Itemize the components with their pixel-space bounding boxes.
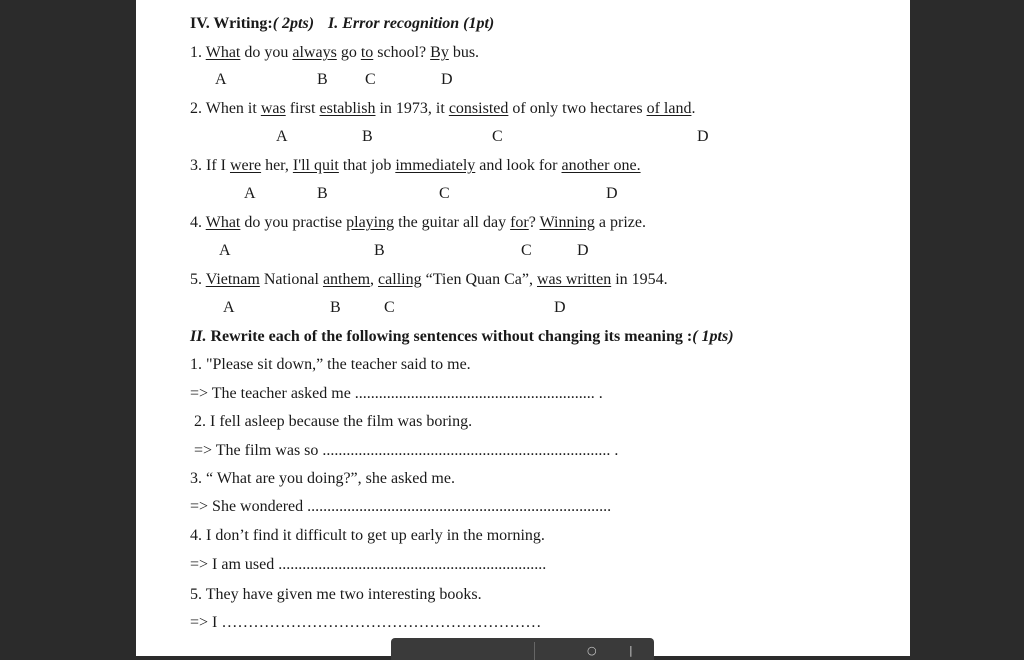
writing-heading: [190, 14, 494, 34]
underlined-option: was: [260, 100, 286, 117]
underlined-option: was written: [536, 271, 612, 288]
choice-c: C: [365, 71, 376, 88]
underlined-option: to: [360, 44, 374, 61]
rewrite-sentence-2: 2. I fell asleep because the film was boring.: [194, 413, 473, 430]
sentence-text: ?: [528, 214, 540, 231]
rewrite-sentence-3: 3. “ What are you doing?”, she asked me.: [190, 470, 455, 487]
rewrite-instruction: Rewrite each of the following sentences without changing its meaning :: [206, 328, 693, 345]
writing-points: ( 2pts): [272, 15, 315, 32]
choice-b: B: [330, 299, 341, 316]
sentence-text: do you practise: [240, 214, 347, 231]
toolbar-separator: [534, 642, 535, 660]
rewrite-points: ( 1pts): [692, 328, 734, 345]
underlined-option: I'll quit: [292, 157, 339, 174]
underlined-option: immediately: [395, 157, 476, 174]
item-number: 1.: [190, 44, 202, 61]
choice-d: D: [577, 242, 589, 259]
sentence-text: her,: [261, 157, 293, 174]
item-sentence: [206, 157, 641, 174]
choice-c: C: [439, 185, 450, 202]
item-number: 3.: [190, 157, 202, 174]
choice-letters-4: [136, 242, 910, 262]
more-icon[interactable]: |: [629, 644, 633, 657]
rewrite-answer-5: => I ……………………………………………………: [190, 614, 542, 631]
choice-a: A: [276, 128, 288, 145]
choice-c: C: [521, 242, 532, 259]
sentence-text: that job: [338, 157, 396, 174]
underlined-option: for: [510, 214, 529, 231]
viewer-toolbar[interactable]: [391, 638, 654, 660]
rewrite-section-number: II.: [190, 328, 207, 345]
choice-d: D: [606, 185, 618, 202]
error-item-2: [190, 99, 695, 119]
search-icon[interactable]: ○: [587, 644, 597, 657]
rewrite-sentence-4: 4. I don’t find it difficult to get up early in the morning.: [190, 527, 545, 544]
sentence-text: If I: [206, 157, 230, 174]
choice-a: A: [244, 185, 256, 202]
choice-b: B: [374, 242, 385, 259]
choice-d: D: [441, 71, 453, 88]
sentence-text: school?: [373, 44, 431, 61]
error-item-3: [190, 156, 641, 176]
choice-a: A: [223, 299, 235, 316]
choice-letters-2: [136, 128, 910, 148]
choice-d: D: [554, 299, 566, 316]
rewrite-heading: [190, 327, 734, 347]
sentence-text: bus.: [448, 44, 480, 61]
sentence-text: of only two hectares: [508, 100, 647, 117]
underlined-option: anthem: [322, 271, 371, 288]
underlined-option: establish: [319, 100, 376, 117]
choice-letters-5: [136, 299, 910, 319]
item-number: 2.: [190, 100, 202, 117]
rewrite-sentence-1: 1. "Please sit down,” the teacher said to me.: [190, 356, 471, 373]
underlined-option: What: [205, 44, 241, 61]
error-recognition-title: I. Error recognition (1pt): [328, 15, 495, 32]
item-number: 5.: [190, 271, 202, 288]
sentence-text: in 1954.: [611, 271, 668, 288]
sentence-text: When it: [205, 100, 261, 117]
sentence-text: first: [285, 100, 320, 117]
sentence-text: go: [336, 44, 361, 61]
item-number: 4.: [190, 214, 202, 231]
item-sentence: [206, 44, 479, 61]
sentence-text: and look for: [475, 157, 562, 174]
rewrite-answer-3: => She wondered ............................................................................: [190, 498, 612, 515]
underlined-option: Winning: [539, 214, 595, 231]
underlined-option: always: [292, 44, 337, 61]
item-sentence: [206, 271, 668, 288]
worksheet-page: [136, 0, 910, 656]
choice-b: B: [317, 71, 328, 88]
choice-d: D: [697, 128, 709, 145]
choice-a: A: [219, 242, 231, 259]
choice-letters-3: [136, 185, 910, 205]
rewrite-answer-1: => The teacher asked me ............................................................ .: [190, 385, 603, 402]
item-sentence: [206, 214, 646, 231]
underlined-option: What: [205, 214, 241, 231]
error-item-4: [190, 213, 646, 233]
underlined-option: Vietnam: [205, 271, 260, 288]
underlined-option: playing: [346, 214, 395, 231]
underlined-option: of land: [646, 100, 692, 117]
choice-b: B: [362, 128, 373, 145]
rewrite-answer-2: => The film was so ........................................................................ .: [194, 442, 619, 459]
choice-a: A: [215, 71, 227, 88]
item-sentence: [206, 100, 696, 117]
sentence-text: do you: [240, 44, 293, 61]
choice-c: C: [492, 128, 503, 145]
rewrite-answer-4: => I am used ...................................................................: [190, 556, 547, 573]
error-item-1: [190, 43, 479, 63]
rewrite-sentence-5: 5. They have given me two interesting books.: [190, 586, 482, 603]
sentence-text: “Tien Quan Ca”,: [421, 271, 537, 288]
choice-c: C: [384, 299, 395, 316]
sentence-text: in 1973, it: [375, 100, 449, 117]
underlined-option: calling: [378, 271, 422, 288]
choice-letters-1: [136, 71, 910, 91]
sentence-text: a prize.: [594, 214, 646, 231]
sentence-text: National: [259, 271, 323, 288]
sentence-text: the guitar all day: [394, 214, 511, 231]
underlined-option: consisted: [448, 100, 509, 117]
writing-part-label: IV. Writing:: [190, 15, 273, 32]
sentence-text: .: [691, 100, 696, 117]
error-item-5: [190, 270, 668, 290]
underlined-option: By: [430, 44, 449, 61]
sentence-text: ,: [370, 271, 379, 288]
choice-b: B: [317, 185, 328, 202]
underlined-option: were: [229, 157, 262, 174]
underlined-option: another one.: [561, 157, 641, 174]
